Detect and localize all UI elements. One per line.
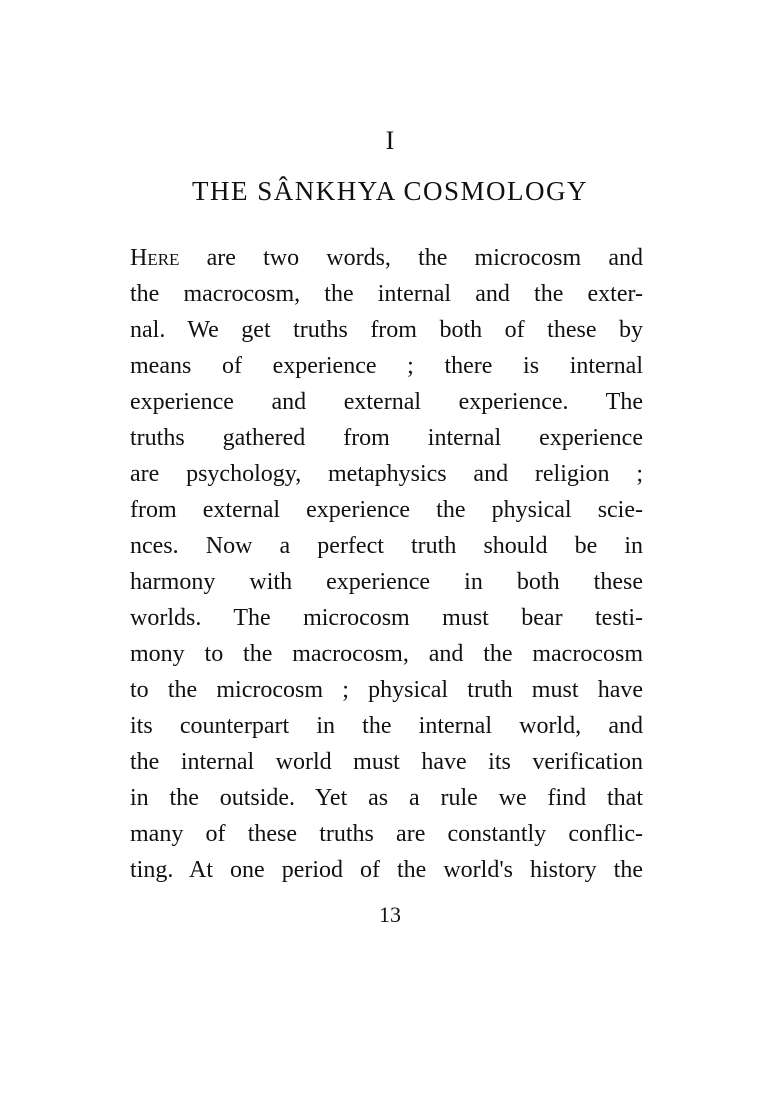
text-line (130, 528, 643, 564)
line-text: are psychology, metaphysics and religion ; (130, 461, 643, 487)
line-text: harmony with experience in both these (130, 569, 643, 595)
text-line (130, 744, 643, 780)
text-line (130, 384, 643, 420)
line-text: many of these truths are constantly conflic- (130, 821, 643, 847)
line-text: mony to the macrocosm, and the macrocosm (130, 641, 643, 667)
line-text: its counterpart in the internal world, and (130, 713, 643, 739)
line-text: in the outside. Yet as a rule we find that (130, 785, 643, 811)
text-line (130, 276, 643, 312)
page-number: 13 (379, 902, 401, 927)
chapter-numeral: I (385, 126, 395, 155)
text-line (130, 600, 643, 636)
text-line (130, 420, 643, 456)
line-text: nal. We get truths from both of these by (130, 317, 643, 343)
line-text: means of experience ; there is internal (130, 353, 643, 379)
line-text: experience and external experience. The (130, 389, 643, 415)
line-text: nces. Now a perfect truth should be in (130, 533, 643, 559)
text-line (130, 708, 643, 744)
text-line (130, 312, 643, 348)
text-line (130, 240, 643, 276)
text-line (130, 672, 643, 708)
line-text: ting. At one period of the world's history the (130, 857, 643, 883)
line-text: worlds. The microcosm must bear testi- (130, 605, 643, 631)
text-line (130, 456, 643, 492)
chapter-title: THE SÂNKHYA COSMOLOGY (191, 176, 589, 206)
line-text: the internal world must have its verification (130, 749, 643, 775)
text-line (130, 852, 643, 888)
text-line (130, 348, 643, 384)
line-text: the macrocosm, the internal and the exter- (130, 281, 643, 307)
text-line (130, 816, 643, 852)
line-text: from external experience the physical scie- (130, 497, 643, 523)
text-line (130, 564, 643, 600)
text-line (130, 492, 643, 528)
text-line (130, 636, 643, 672)
line-text: to the microcosm ; physical truth must have (130, 677, 643, 703)
text-line (130, 780, 643, 816)
line-text: truths gathered from internal experience (130, 425, 643, 451)
body-text (130, 240, 643, 888)
line-text: are two words, the microcosm and (206, 245, 644, 271)
first-word-small-caps: Here (130, 245, 180, 271)
